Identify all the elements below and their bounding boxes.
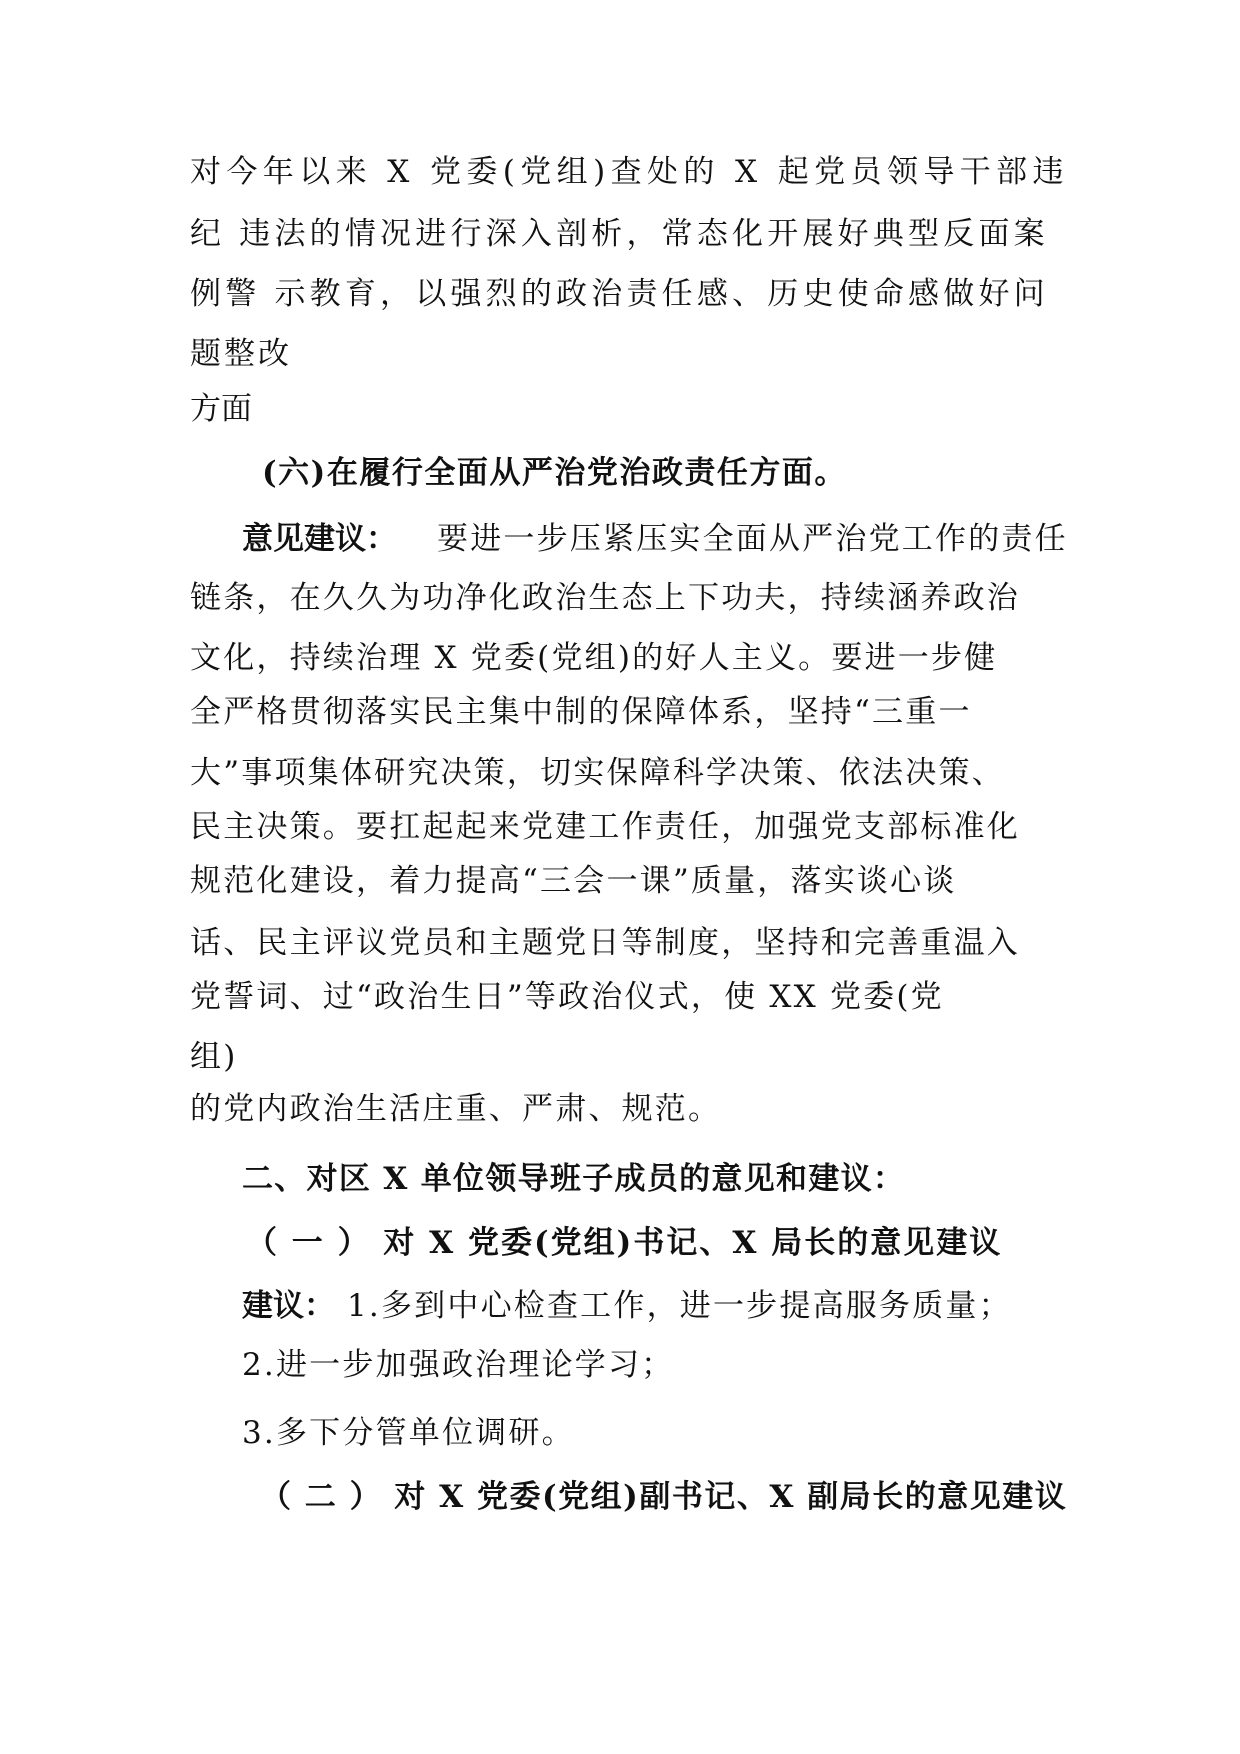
body-text-line: 规范化建设，着力提高“三会一课”质量，落实谈心谈 xyxy=(190,863,957,899)
subsection-heading: （ 二 ） 对 X 党委(党组)副书记、X 副局长的意见建议 xyxy=(260,1479,1068,1515)
body-text-line: 民主决策。要扛起起来党建工作责任，加强党支部标准化 xyxy=(190,809,1020,845)
body-text-line: 的党内政治生活庄重、严肃、规范。 xyxy=(190,1091,722,1127)
body-text-line: 大”事项集体研究决策，切实保障科学决策、依法决策、 xyxy=(190,755,1005,791)
suggestion-paragraph-first-line xyxy=(242,521,1068,557)
suggestion-text: 要进一步压紧压实全面从严治党工作的责任 xyxy=(437,521,1068,557)
recommendation-item: 2.进一步加强政治理论学习； xyxy=(242,1347,675,1383)
recommendation-item: 3.多下分管单位调研。 xyxy=(242,1415,575,1451)
body-text-line: 例警 示教育，以强烈的政治责任感、历史使命感做好问 xyxy=(190,276,1049,312)
body-text-line: 题整改 xyxy=(190,336,292,372)
body-text-line: 链条，在久久为功净化政治生态上下功夫，持续涵养政治 xyxy=(190,580,1020,616)
body-text-line: 组) xyxy=(190,1039,238,1075)
section-heading: 二、对区 X 单位领导班子成员的意见和建议： xyxy=(242,1161,906,1197)
suggestion-label: 意见建议： xyxy=(242,521,397,557)
recommendation-first-line xyxy=(242,1288,1012,1324)
body-text-line: 方面 xyxy=(190,391,252,427)
section-heading: (六)在履行全面从严治党治政责任方面。 xyxy=(262,455,847,491)
body-text-line: 全严格贯彻落实民主集中制的保障体系，坚持“三重一 xyxy=(190,694,972,730)
recommendation-item: 1.多到中心检查工作，进一步提高服务质量； xyxy=(347,1288,1012,1324)
body-text-line: 文化，持续治理 X 党委(党组)的好人主义。要进一步健 xyxy=(190,640,998,676)
body-text-line: 纪 违法的情况进行深入剖析，常态化开展好典型反面案 xyxy=(190,216,1049,252)
subsection-heading: （ 一 ） 对 X 党委(党组)书记、X 局长的意见建议 xyxy=(246,1225,1003,1261)
recommendation-label: 建议： xyxy=(242,1288,335,1324)
body-text-line: 对今年以来 X 党委(党组)查处的 X 起党员领导干部违 xyxy=(190,154,1069,190)
body-text-line: 话、民主评议党员和主题党日等制度，坚持和完善重温入 xyxy=(190,925,1020,961)
body-text-line: 党誓词、过“政治生日”等政治仪式，使 XX 党委(党 xyxy=(190,979,944,1015)
